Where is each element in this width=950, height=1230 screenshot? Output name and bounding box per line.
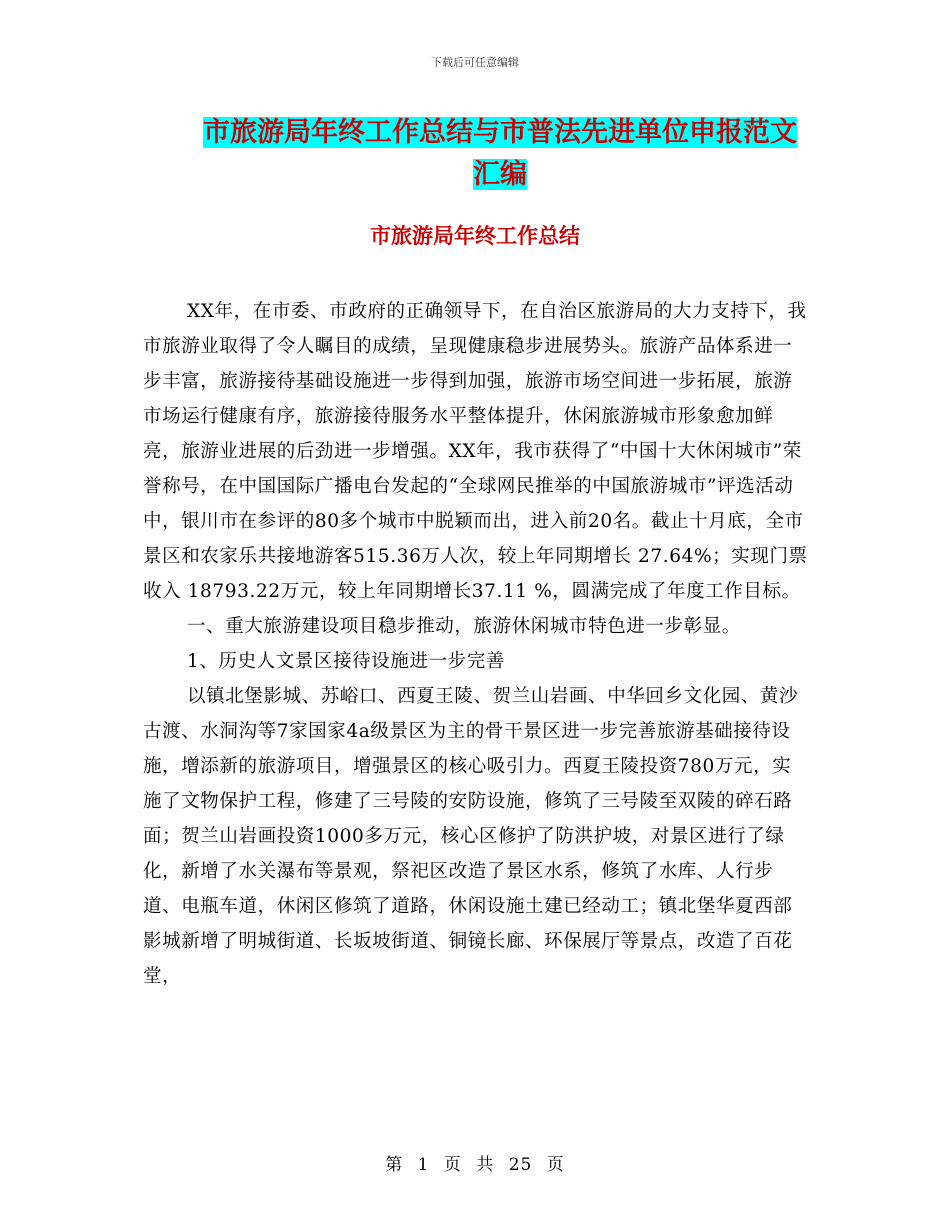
paragraph-heading-1: 一、重大旅游建设项目稳步推动，旅游休闲城市特色进一步彰显。 bbox=[187, 616, 741, 637]
footer-page-mid: 页 bbox=[443, 1155, 462, 1175]
footer-page-number: 1 bbox=[417, 1155, 430, 1175]
paragraph-scenic-areas: 以镇北堡影城、苏峪口、西夏王陵、贺兰山岩画、中华回乡文化园、黄沙古渡、水洞沟等7家国家4a级景区为主的骨干景区进一步完善旅游基础接待设施，增添新的旅游项目，增强景区的核心吸引力。西夏王陵投资780万元，实施了文物保护工程，修建了三号陵的安防设施，修筑了三号陵至双陵的碎石路面；贺兰山岩画投资1000多万元，核心区修护了防洪护坡，对景区进行了绿化，新增了水关瀑布等景观，祭祀区改造了景区水系，修筑了水库、人行步道、电瓶车道，休闲区修筑了道路，休闲设施土建已经动工；镇北堡华夏西部影城新增了明城街道、长坂坡街道、铜镜长廊、环保展厅等景点，改造了百花堂， bbox=[143, 686, 799, 987]
document-main-title bbox=[190, 112, 810, 196]
paragraph-subheading-1: 1、历史人文景区接待设施进一步完善 bbox=[187, 651, 505, 672]
paragraph-intro: XX年，在市委、市政府的正确领导下，在自治区旅游局的大力支持下，我市旅游业取得了令人瞩目的成绩，呈现健康稳步进展势头。旅游产品体系进一步丰富，旅游接待基础设施进一步得到加强，旅游市场空间进一步拓展，旅游市场运行健康有序，旅游接待服务水平整体提升，休闲旅游城市形象愈加鲜亮，旅游业进展的后劲进一步增强。XX年，我市获得了“中国十大休闲城市”荣誉称号，在中国国际广播电台发起的“全球网民推举的中国旅游城市”评选活动中，银川市在参评的80多个城市中脱颖而出，进入前20名。截止十月底，全市景区和农家乐共接地游客515.36万人次，较上年同期增长 27.64%；实现门票收入 18793.22万元，较上年同期增长37.11 %，圆满完成了年度工作目标。 bbox=[143, 301, 808, 602]
footer-page-prefix: 第 bbox=[385, 1155, 404, 1175]
header-note: 下载后可任意编辑 bbox=[431, 56, 519, 69]
footer-total-prefix: 共 bbox=[476, 1155, 495, 1175]
main-title-text: 市旅游局年终工作总结与市普法先进单位申报范文汇编 bbox=[203, 117, 797, 190]
page-footer bbox=[0, 1150, 950, 1175]
footer-total-pages: 25 bbox=[508, 1155, 533, 1175]
footer-total-suffix: 页 bbox=[546, 1155, 565, 1175]
section-title: 市旅游局年终工作总结 bbox=[370, 224, 580, 248]
document-body bbox=[143, 294, 809, 994]
